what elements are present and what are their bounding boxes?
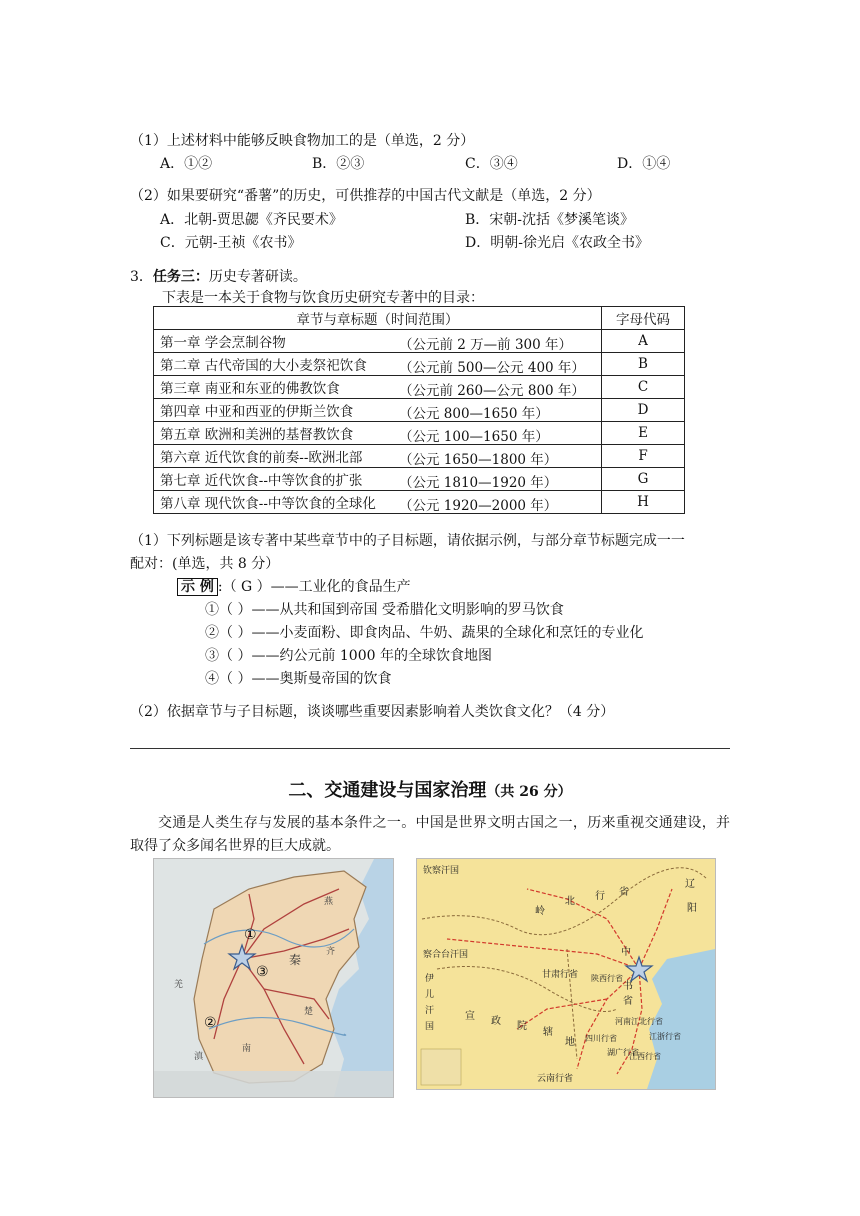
option-b: B．②③ [312, 156, 365, 172]
chapter-title: 第四章 中亚和西亚的伊斯兰饮食 [160, 404, 354, 420]
table-row [154, 353, 685, 376]
question-3-1-stem-line2: 配对：(单选，共 8 分） [130, 556, 280, 572]
chapter-cell [154, 422, 602, 445]
question-1-stem: （1）上述材料中能够反映食物加工的是（单选，2 分） [130, 133, 475, 149]
chapter-cell [154, 445, 602, 468]
yuan-province-map [416, 858, 716, 1090]
table-row [154, 468, 685, 491]
map2-legend [421, 1049, 461, 1085]
section-2-points: （共 26 分） [486, 784, 572, 800]
section-divider [130, 748, 730, 749]
chapter-range: （公元 1810—1920 年） [399, 475, 558, 491]
chapter-range: （公元前 2 万—前 300 年） [399, 337, 573, 353]
task3-heading [130, 266, 307, 286]
option-a: A．①② [160, 156, 213, 172]
section-2-paragraph: 交通是人类生存与发展的基本条件之一。中国是世界文明古国之一，历来重视交通建设，并取得了众多闻名世界的巨大成就。 [130, 815, 730, 854]
example-text: :（ G ）——工业化的食品生产 [217, 579, 411, 595]
marker-3: ③ [256, 964, 269, 980]
section-2-title [0, 776, 860, 802]
contents-table [153, 306, 685, 514]
map-label: 岭 [535, 906, 545, 917]
table-row [154, 445, 685, 468]
chapter-cell [154, 399, 602, 422]
option-d: D．明朝-徐光启《农政全书》 [465, 235, 649, 251]
table-row [154, 422, 685, 445]
table-row [154, 376, 685, 399]
map-label: 政 [491, 1016, 501, 1027]
map-label: 滇 [194, 1052, 204, 1062]
chapter-code: B [602, 353, 685, 376]
map-label: 陕西行省 [591, 974, 623, 983]
marker-1: ① [244, 927, 257, 943]
option-d: D．①④ [617, 156, 671, 172]
map-label: 阳 [687, 903, 697, 914]
match-item-2: ②（ ）——小麦面粉、即食肉品、牛奶、蔬果的全球化和烹饪的专业化 [205, 625, 644, 641]
map-label: 行 [595, 891, 605, 902]
match-item-4: ④（ ）——奥斯曼帝国的饮食 [205, 671, 392, 687]
marker-2: ② [204, 1015, 217, 1031]
map-label: 汗 [425, 1006, 435, 1016]
map-label: 秦 [289, 953, 302, 967]
map-label: 地 [565, 1037, 575, 1048]
map-label: 宣 [465, 1011, 475, 1022]
map-label: 齐 [326, 947, 336, 957]
qin-road-map [153, 858, 394, 1098]
table-row [154, 399, 685, 422]
map-label: 伊 [425, 974, 435, 984]
chapter-cell [154, 468, 602, 491]
map-label: 辖 [543, 1027, 553, 1038]
map-label: 甘肃行省 [542, 970, 579, 980]
table-header-row [154, 307, 685, 330]
question-2-stem: （2）如果要研究“番薯”的历史，可供推荐的中国古代文献是（单选，2 分） [130, 188, 601, 204]
map-label: 云南行省 [537, 1074, 574, 1084]
map-label: 省 [619, 887, 629, 898]
map-label: 江浙行省 [649, 1032, 681, 1041]
map-label: 察合台汗国 [423, 950, 469, 960]
map-label: 江西行省 [629, 1052, 661, 1061]
chapter-code: A [602, 330, 685, 353]
chapter-cell [154, 353, 602, 376]
chapter-range: （公元 1920—2000 年） [399, 498, 558, 514]
option-c: C．元朝-王祯《农书》 [160, 235, 302, 251]
chapter-range: （公元前 260—公元 800 年） [399, 383, 585, 399]
chapter-title: 第二章 古代帝国的大小麦祭祀饮食 [160, 358, 367, 374]
chapter-cell [154, 330, 602, 353]
option-c: C．③④ [465, 156, 518, 172]
table-header-chapter: 章节与章标题（时间范围） [154, 307, 602, 330]
map-label: 燕 [324, 897, 334, 907]
map-label: 湖广行省 [607, 1048, 639, 1057]
section-2-title-text: 二、交通建设与国家治理 [288, 780, 487, 801]
map-label: 四川行省 [585, 1034, 617, 1043]
question-3-2-stem: （2）依据章节与子目标题，谈谈哪些重要因素影响着人类饮食文化？（4 分） [130, 704, 615, 720]
option-b: B．宋朝-沈括《梦溪笔谈》 [465, 212, 635, 228]
task3-title: 历史专著研读。 [208, 269, 307, 285]
map-label: 钦察汗国 [423, 866, 460, 876]
chapter-title: 第三章 南亚和东亚的佛教饮食 [160, 381, 340, 397]
map-label: 儿 [425, 990, 435, 1000]
chapter-cell [154, 491, 602, 514]
match-item-1: ①（ ）——从共和国到帝国 受希腊化文明影响的罗马饮食 [205, 602, 564, 618]
chapter-range: （公元 800—1650 年） [399, 406, 549, 422]
chapter-title: 第七章 近代饮食--中等饮食的扩张 [160, 473, 363, 489]
map-label: 省 [623, 996, 633, 1007]
map-label: 辽 [685, 879, 695, 890]
chapter-title: 第八章 现代饮食--中等饮食的全球化 [160, 496, 376, 512]
map-label: 楚 [304, 1007, 314, 1017]
map-label: 中 [621, 947, 631, 958]
chapter-code: C [602, 376, 685, 399]
chapter-title: 第六章 近代饮食的前奏--欧洲北部 [160, 450, 363, 466]
map-label: 羌 [174, 980, 184, 990]
task3-number: 3． [130, 269, 153, 285]
chapter-code: G [602, 468, 685, 491]
chapter-cell [154, 376, 602, 399]
option-a: A．北朝-贾思勰《齐民要术》 [160, 212, 343, 228]
table-header-code: 字母代码 [602, 307, 685, 330]
chapter-range: （公元前 500—公元 400 年） [399, 360, 585, 376]
table-row [154, 491, 685, 514]
chapter-code: D [602, 399, 685, 422]
map-label: 书 [623, 981, 633, 992]
chapter-code: H [602, 491, 685, 514]
map-label: 河南江北行省 [615, 1017, 663, 1026]
example-label: 示 例 [177, 578, 218, 596]
task3-label: 任务三： [152, 269, 209, 285]
map1-legend [154, 1071, 393, 1097]
map-label: 院 [517, 1021, 527, 1032]
chapter-title: 第一章 学会烹制谷物 [160, 335, 286, 351]
chapter-title: 第五章 欧洲和美洲的基督教饮食 [160, 427, 354, 443]
table-row [154, 330, 685, 353]
chapter-code: E [602, 422, 685, 445]
task3-intro: 下表是一本关于食物与饮食历史研究专著中的目录： [162, 290, 484, 306]
chapter-code: F [602, 445, 685, 468]
chapter-range: （公元 1650—1800 年） [399, 452, 558, 468]
match-item-3: ③（ ）——约公元前 1000 年的全球饮食地图 [205, 648, 492, 664]
map-label: 北 [565, 896, 575, 907]
question-3-1-stem-line1: （1）下列标题是该专著中某些章节中的子目标题，请依据示例，与部分章节标题完成一一 [130, 533, 685, 549]
map-label: 国 [425, 1022, 435, 1032]
example-line [177, 576, 411, 596]
map-label: 南 [242, 1044, 252, 1054]
chapter-range: （公元 100—1650 年） [399, 429, 549, 445]
